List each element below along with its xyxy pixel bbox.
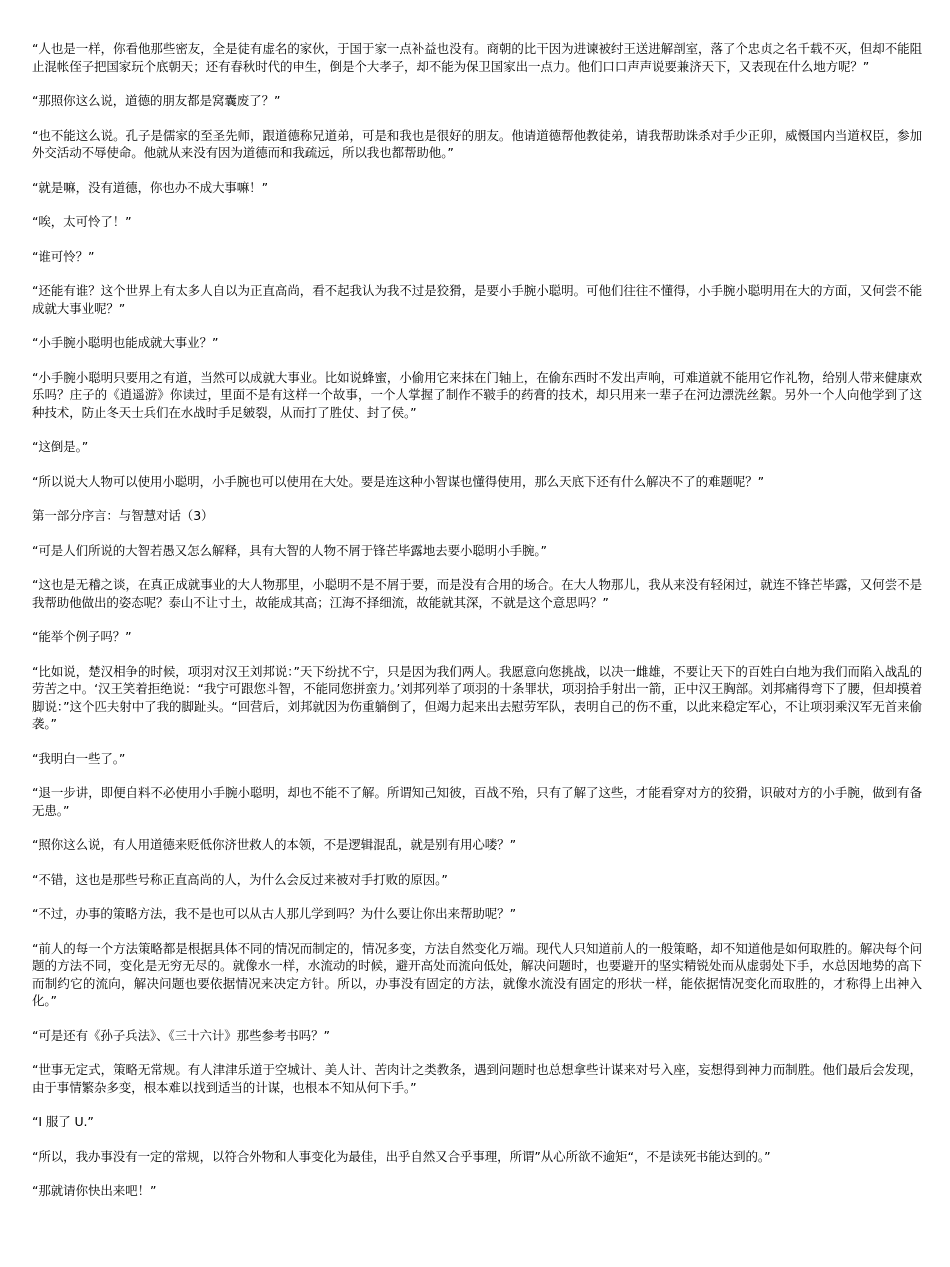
paragraph: “所以说大人物可以使用小聪明，小手腕也可以使用在大处。要是连这种小智谋也懂得使用，那么天底下还有什么解决不了的难题呢？” (32, 473, 764, 489)
paragraph: “不过，办事的策略方法，我不是也可以从古人那儿学到吗？为什么要让你出来帮助呢？” (32, 906, 516, 921)
paragraph: “可是人们所说的大智若愚又怎么解释，具有大智的人物不屑于锋芒毕露地去要小聪明小手腕。” (32, 542, 547, 558)
paragraph: “小手腕小聪明也能成就大事业？” (32, 335, 219, 350)
paragraph: “照你这么说，有人用道德来贬低你济世救人的本领，不是逻辑混乱，就是别有用心喽？” (32, 837, 516, 852)
paragraph: “这倒是。” (32, 439, 89, 454)
paragraph: “小手腕小聪明只要用之有道，当然可以成就大事业。比如说蜂蜜，小偷用它来抹在门轴上，在偷东西时不发出声响，可难道就不能用它作礼物，给别人带来健康欢乐吗？庄子的《逍遥游》你读过，里面不是有这样一个故事，一个人掌握了制作不皲手的药膏的技术，却只用来一辈子在河边漂洗丝絮。另外一个人向他学到了这种技术，防止冬天士兵们在水战时手足皴裂，从而打了胜仗、封了侯。” (32, 369, 922, 420)
paragraph: “I 服了 U.” (32, 1114, 94, 1129)
paragraph: “前人的每一个方法策略都是根据具体不同的情况而制定的，情况多变，方法自然变化万端。现代人只知道前人的一般策略，却不知道他是如何取胜的。解决每个问题的方法不同，变化是无穷无尽的。就像水一样，水流动的时候，避开高处而流向低处，解决问题时，也要避开的坚实精锐处而从虚弱处下手，水总因地势的高下而制约它的流向，解决问题也要依据情况来决定方针。所以，办事没有固定的方法，就像水流没有固定的形状一样，能依据情况变化而取胜的，才称得上出神入化。” (32, 940, 922, 1008)
paragraph: “人也是一样，你看他那些密友，全是徒有虚名的家伙，于国于家一点补益也没有。商朝的比干因为进谏被纣王送进解剖室，落了个忠贞之名千载不灭，但却不能阻止混帐侄子把国家玩个底朝天；还有春秋时代的申生，倒是个大孝子，却不能为保卫国家出一点力。他们口口声声说要兼济天下，又表现在什么地方呢？” (32, 41, 922, 74)
paragraph: “可是还有《孙子兵法》、《三十六计》那些参考书吗？” (32, 1027, 330, 1043)
paragraph: “还能有谁？这个世界上有太多人自以为正直高尚，看不起我认为我不过是狡猾，是要小手腕小聪明。可他们往往不懂得，小手腕小聪明用在大的方面，又何尝不能成就大事业呢？” (32, 283, 922, 316)
paragraph: “那照你这么说，道德的朋友都是窝囊废了？” (32, 93, 281, 108)
paragraph: “那就请你快出来吧！” (32, 1183, 157, 1198)
paragraph: “世事无定式，策略无常规。有人津津乐道于空城计、美人计、苦肉计之类教条，遇到问题时也总想拿些计谋来对号入座，妄想得到神力而制胜。他们最后会发现，由于事情繁杂多变，根本难以找到适当的计谋，也根本不知从何下手。” (32, 1062, 922, 1095)
paragraph: “退一步讲，即便自料不必使用小手腕小聪明，却也不能不了解。所谓知己知彼，百战不殆，只有了解了这些，才能看穿对方的狡猾，识破对方的小手腕，做到有备无患。” (32, 785, 922, 818)
paragraph: “谁可怜？” (32, 248, 95, 264)
paragraph: “这也是无稽之谈，在真正成就事业的大人物那里，小聪明不是不屑于要，而是没有合用的场合。在大人物那儿，我从来没有轻闲过，就连不锋芒毕露，又何尝不是我帮助他做出的姿态呢？泰山不让寸土，故能成其高；江海不择细流，故能就其深，不就是这个意思吗？” (32, 577, 922, 610)
paragraph: “也不能这么说。孔子是儒家的至圣先师，跟道德称兄道弟，可是和我也是很好的朋友。他请道德帮他教徒弟，请我帮助诛杀对手少正卯，威慑国内当道权臣，参加外交活动不辱使命。他就从来没有因为道德而和我疏远，所以我也都帮助他。” (32, 127, 922, 160)
paragraph: “能举个例子吗？” (32, 629, 132, 644)
section-heading: 第一部分序言：与智慧对话（3） (32, 508, 214, 523)
paragraph: “不错，这也是那些号称正直高尚的人，为什么会反过来被对手打败的原因。” (32, 871, 448, 887)
paragraph: “我明白一些了。” (32, 750, 126, 766)
paragraph: “比如说，楚汉相争的时候，项羽对汉王刘邦说：”天下纷扰不宁，只是因为我们两人。我愿意向您挑战，以决一雌雄，不要让天下的百姓白白地为我们而陷入战乱的劳苦之中。‘汉王笑着拒绝说：“我宁可跟您斗智，不能同您拼蛮力。’刘邦列举了项羽的十条罪状，项羽拾手射出一箭，正中汉王胸部。刘邦痛得弯下了腰，但却摸着脚说：”这个匹夫射中了我的脚趾头。“回营后，刘邦就因为伤重躺倒了，但竭力起来出去慰劳军队，表明自己的伤不重，以此来稳定军心，不让项羽乘汉军无首来偷袭。” (32, 663, 922, 731)
paragraph: “唉，太可怜了！” (32, 214, 132, 229)
paragraph: “所以，我办事没有一定的常规，以符合外物和人事变化为最佳，出乎自然又合乎事理，所谓”从心所欲不逾矩“，不是读死书能达到的。” (32, 1148, 771, 1164)
paragraph: “就是嘛，没有道德，你也办不成大事嘛！” (32, 179, 268, 195)
